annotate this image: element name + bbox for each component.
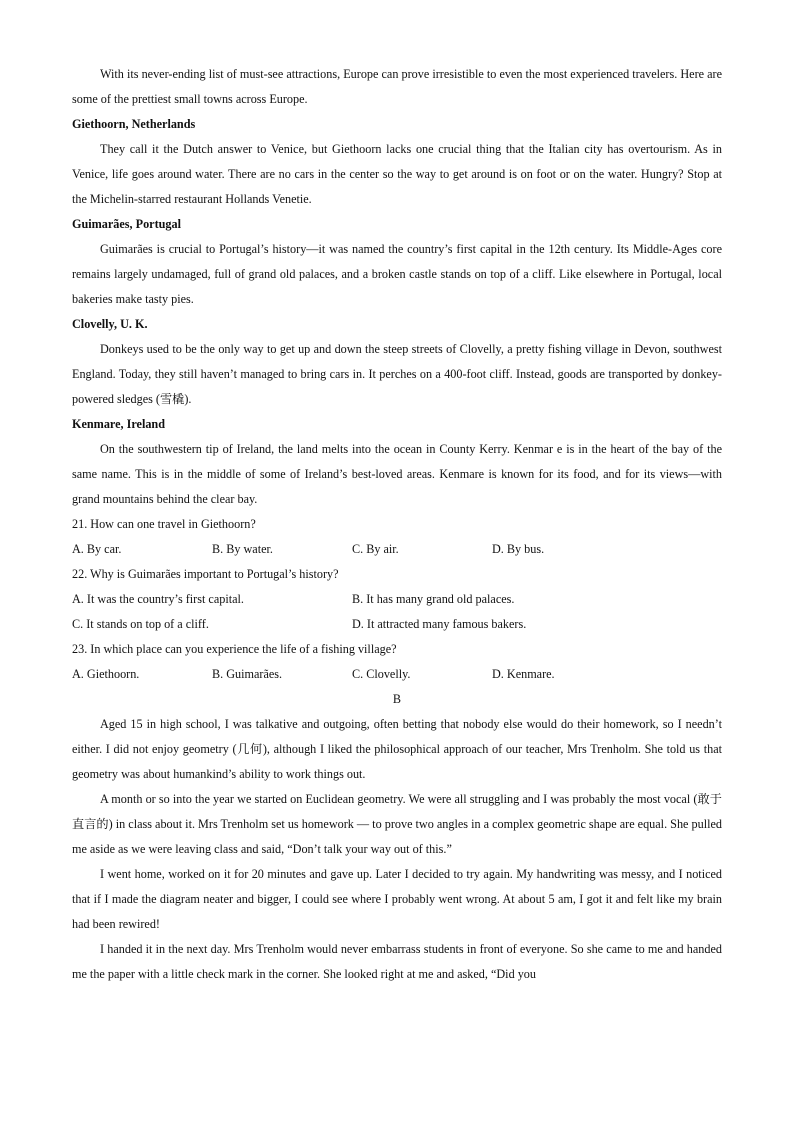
option: D. Kenmare.	[492, 667, 555, 681]
option: B. By water.	[212, 542, 273, 556]
option: D. By bus.	[492, 542, 545, 556]
passage-b-paragraph: Aged 15 in high school, I was talkative and outgoing, often betting that nobody else would do their homework, so I needn’t either. I did not enjoy geometry (几何), although I liked the philosophical approach of our teacher, Mrs Trenholm. She told us that geometry was about humankind’s ability to work things out.	[72, 717, 722, 781]
document-content	[72, 62, 722, 987]
passage-a-intro: With its never-ending list of must-see attractions, Europe can prove irresistible to even the most experienced travelers. Here are some of the prettiest small towns across Europe.	[72, 67, 722, 106]
section-heading-giethoorn: Giethoorn, Netherlands	[72, 117, 196, 131]
section-heading-kenmare: Kenmare, Ireland	[72, 417, 165, 431]
section-text-clovelly: Donkeys used to be the only way to get up and down the steep streets of Clovelly, a pretty fishing village in Devon, southwest England. Today, they still haven’t managed to bring cars in. It perches on a 400-foot cliff. Instead, goods are transported by donkey-powered sledges (雪橇).	[72, 342, 722, 406]
question-22-options-row-1	[72, 587, 722, 612]
section-text-kenmare: On the southwestern tip of Ireland, the land melts into the ocean in County Kerry. Kenmar e is in the heart of the bay of the same name. This is in the middle of some of Ireland’s best-loved areas. Kenmare is known for its food, and for its views—with grand mountains behind the clear bay.	[72, 442, 722, 506]
question-23-options	[72, 662, 722, 687]
question-22-options-row-2	[72, 612, 722, 637]
question-22: 22. Why is Guimarães important to Portugal’s history?	[72, 567, 339, 581]
option: A. It was the country’s first capital.	[72, 592, 244, 606]
passage-b-paragraph: A month or so into the year we started on Euclidean geometry. We were all struggling and I was probably the most vocal (敢于直言的) in class about it. Mrs Trenholm set us homework — to prove two angles in a complex geometric shape are equal. She pulled me aside as we were leaving class and said, “Don’t talk your way out of this.”	[72, 792, 722, 856]
section-heading-clovelly: Clovelly, U. K.	[72, 317, 148, 331]
option: A. By car.	[72, 542, 122, 556]
option: D. It attracted many famous bakers.	[352, 617, 527, 631]
option: A. Giethoorn.	[72, 667, 140, 681]
passage-b-paragraph: I went home, worked on it for 20 minutes and gave up. Later I decided to try again. My handwriting was messy, and I noticed that if I made the diagram neater and bigger, I could see where I probably went wrong. At about 5 am, I got it and felt like my brain had been rewired!	[72, 867, 722, 931]
passage-b-label: B	[392, 692, 402, 706]
section-heading-guimaraes: Guimarães, Portugal	[72, 217, 181, 231]
section-text-guimaraes: Guimarães is crucial to Portugal’s history—it was named the country’s first capital in the 12th century. Its Middle-Ages core remains largely undamaged, full of grand old palaces, and a broken castle stands on top of a cliff. Like elsewhere in Portugal, local bakeries make tasty pies.	[72, 242, 722, 306]
option: B. Guimarães.	[212, 667, 283, 681]
passage-b-paragraph: I handed it in the next day. Mrs Trenholm would never embarrass students in front of everyone. So she came to me and handed me the paper with a little check mark in the corner. She looked right at me and asked, “Did you	[72, 942, 722, 981]
question-23: 23. In which place can you experience the life of a fishing village?	[72, 642, 397, 656]
option: C. By air.	[352, 542, 399, 556]
option: B. It has many grand old palaces.	[352, 592, 515, 606]
question-21-options	[72, 537, 722, 562]
section-text-giethoorn: They call it the Dutch answer to Venice, but Giethoorn lacks one crucial thing that the Italian city has overtourism. As in Venice, life goes around water. There are no cars in the center so the way to get around is on foot or on the water. Hungry? Stop at the Michelin-starred restaurant Hollands Venetie.	[72, 142, 722, 206]
question-21: 21. How can one travel in Giethoorn?	[72, 517, 256, 531]
option: C. Clovelly.	[352, 667, 411, 681]
option: C. It stands on top of a cliff.	[72, 617, 209, 631]
